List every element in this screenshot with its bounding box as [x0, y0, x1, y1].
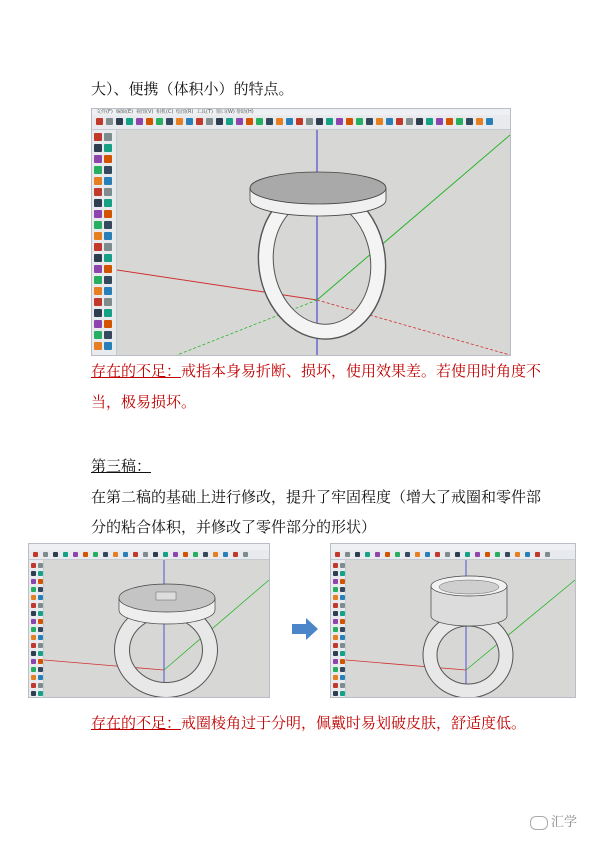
palette-tool-icon[interactable]	[31, 651, 36, 656]
palette-tool-icon[interactable]	[94, 298, 102, 306]
deficiency-text-1: 戒指本身易折断、损坏，使用效果差。若使用时角度不	[181, 362, 542, 380]
toolbar-tool-icon[interactable]	[345, 552, 350, 557]
toolbar-tool-icon[interactable]	[246, 118, 253, 125]
palette-tool-icon[interactable]	[333, 627, 338, 632]
deficiency-line-1	[91, 361, 541, 381]
toolbar-tool-icon[interactable]	[525, 552, 530, 557]
palette-tool-icon[interactable]	[104, 243, 112, 251]
toolbar-tool-icon[interactable]	[356, 118, 363, 125]
sketchup-window-2	[28, 543, 270, 698]
toolbar-tool-icon[interactable]	[426, 118, 433, 125]
palette-tool-icon[interactable]	[31, 691, 36, 696]
palette-tool-icon[interactable]	[94, 155, 102, 163]
toolbar-tool-icon[interactable]	[276, 118, 283, 125]
palette-tool-icon[interactable]	[31, 619, 36, 624]
toolbar-tool-icon[interactable]	[486, 118, 493, 125]
toolbar-tool-icon[interactable]	[126, 118, 133, 125]
toolbar-tool-icon[interactable]	[376, 118, 383, 125]
toolbar-tool-icon[interactable]	[146, 118, 153, 125]
palette-tool-icon[interactable]	[31, 571, 36, 576]
palette-tool-icon[interactable]	[104, 254, 112, 262]
palette-tool-icon[interactable]	[94, 166, 102, 174]
menu-item-view[interactable]: 视图(V)	[136, 109, 154, 115]
palette-tool-icon[interactable]	[333, 595, 338, 600]
toolbar-tool-icon[interactable]	[266, 118, 273, 125]
palette-tool-icon[interactable]	[38, 611, 43, 616]
palette-tool-icon[interactable]	[31, 643, 36, 648]
palette-tool-icon[interactable]	[94, 243, 102, 251]
deficiency-line-2: 当，极易损坏。	[91, 393, 197, 411]
palette-tool-icon[interactable]	[333, 563, 338, 568]
palette-tool-icon[interactable]	[340, 627, 345, 632]
toolbar-tool-icon[interactable]	[485, 552, 490, 557]
top-text-line: 大）、便携（体积小）的特点。	[91, 80, 294, 98]
toolbar-tool-icon[interactable]	[405, 552, 410, 557]
toolbar-tool-icon[interactable]	[476, 118, 483, 125]
palette-tool-icon[interactable]	[94, 144, 102, 152]
toolbar-tool-icon[interactable]	[515, 552, 520, 557]
palette-tool-icon[interactable]	[94, 232, 102, 240]
toolbar-tool-icon[interactable]	[106, 118, 113, 125]
toolbar-tool-icon[interactable]	[365, 552, 370, 557]
palette-tool-icon[interactable]	[94, 342, 102, 350]
toolbar-tool-icon[interactable]	[456, 118, 463, 125]
toolbar-tool-icon[interactable]	[193, 552, 198, 557]
palette-tool-icon[interactable]	[31, 627, 36, 632]
toolbar-tool-icon[interactable]	[436, 118, 443, 125]
palette-tool-icon[interactable]	[94, 133, 102, 141]
palette-tool-icon[interactable]	[38, 659, 43, 664]
toolbar-tool-icon[interactable]	[186, 118, 193, 125]
toolbar-tool-icon[interactable]	[153, 552, 158, 557]
palette-tool-icon[interactable]	[104, 177, 112, 185]
palette-tool-icon[interactable]	[104, 320, 112, 328]
palette-tool-icon[interactable]	[38, 675, 43, 680]
palette-tool-icon[interactable]	[38, 643, 43, 648]
menu-item-window[interactable]: 窗口(W)	[216, 109, 235, 115]
palette-tool-icon[interactable]	[94, 331, 102, 339]
menu-item-file[interactable]: 文件(F)	[96, 109, 113, 115]
toolbar-tool-icon[interactable]	[183, 552, 188, 557]
palette-tool-icon[interactable]	[333, 683, 338, 688]
toolbar-tool-icon[interactable]	[455, 552, 460, 557]
toolbar-tool-icon[interactable]	[43, 552, 48, 557]
toolbar-tool-icon[interactable]	[163, 552, 168, 557]
toolbar-tool-icon[interactable]	[396, 118, 403, 125]
menu-item-draw[interactable]: 绘图(R)	[176, 109, 194, 115]
palette-tool-icon[interactable]	[38, 619, 43, 624]
toolbar-tool-icon[interactable]	[63, 552, 68, 557]
toolbar-tool-icon[interactable]	[73, 552, 78, 557]
toolbar-tool-icon[interactable]	[386, 118, 393, 125]
toolbar-tool-icon[interactable]	[466, 118, 473, 125]
ring-model-3d	[117, 130, 510, 355]
toolbar-tool-icon[interactable]	[316, 118, 323, 125]
menu-item-camera[interactable]: 相机(C)	[156, 109, 174, 115]
toolbar-tool-icon[interactable]	[103, 552, 108, 557]
toolbar-tool-icon[interactable]	[505, 552, 510, 557]
toolbar-tool-icon[interactable]	[435, 552, 440, 557]
toolbar-tool-icon[interactable]	[243, 552, 248, 557]
toolbar-tool-icon[interactable]	[465, 552, 470, 557]
palette-tool-icon[interactable]	[31, 603, 36, 608]
palette-tool-icon[interactable]	[94, 309, 102, 317]
palette-tool-icon[interactable]	[31, 683, 36, 688]
toolbar	[92, 115, 510, 130]
toolbar-tool-icon[interactable]	[286, 118, 293, 125]
toolbar	[331, 550, 575, 560]
toolbar-tool-icon[interactable]	[366, 118, 373, 125]
toolbar-tool-icon[interactable]	[113, 552, 118, 557]
toolbar-tool-icon[interactable]	[33, 552, 38, 557]
palette-tool-icon[interactable]	[104, 287, 112, 295]
palette-tool-icon[interactable]	[104, 166, 112, 174]
palette-tool-icon[interactable]	[333, 571, 338, 576]
palette-tool-icon[interactable]	[94, 265, 102, 273]
toolbar-tool-icon[interactable]	[385, 552, 390, 557]
toolbar-tool-icon[interactable]	[355, 552, 360, 557]
toolbar-tool-icon[interactable]	[216, 118, 223, 125]
palette-tool-icon[interactable]	[38, 635, 43, 640]
palette-tool-icon[interactable]	[333, 651, 338, 656]
palette-tool-icon[interactable]	[340, 595, 345, 600]
wechat-icon	[530, 816, 548, 830]
palette-tool-icon[interactable]	[38, 563, 43, 568]
toolbar-tool-icon[interactable]	[223, 552, 228, 557]
palette-tool-icon[interactable]	[333, 603, 338, 608]
palette-tool-icon[interactable]	[333, 635, 338, 640]
sketchup-window-3	[330, 543, 576, 698]
palette-tool-icon[interactable]	[38, 587, 43, 592]
palette-tool-icon[interactable]	[94, 177, 102, 185]
toolbar-tool-icon[interactable]	[166, 118, 173, 125]
palette-tool-icon[interactable]	[38, 691, 43, 696]
palette-tool-icon[interactable]	[333, 675, 338, 680]
toolbar-tool-icon[interactable]	[395, 552, 400, 557]
description-line-1: 在第二稿的基础上进行修改，提升了牢固程度（增大了戒圈和零件部	[91, 488, 542, 506]
toolbar-tool-icon[interactable]	[176, 118, 183, 125]
toolbar-tool-icon[interactable]	[475, 552, 480, 557]
palette-tool-icon[interactable]	[333, 659, 338, 664]
palette-tool-icon[interactable]	[340, 635, 345, 640]
palette-tool-icon[interactable]	[333, 611, 338, 616]
toolbar-tool-icon[interactable]	[445, 552, 450, 557]
palette-tool-icon[interactable]	[31, 579, 36, 584]
toolbar-tool-icon[interactable]	[545, 552, 550, 557]
axis-green	[317, 135, 510, 300]
toolbar	[29, 550, 269, 560]
sketchup-window-1	[91, 108, 511, 356]
palette-tool-icon[interactable]	[38, 595, 43, 600]
viewport[interactable]	[346, 560, 575, 697]
palette-tool-icon[interactable]	[38, 571, 43, 576]
ring-model-3d-v4	[346, 560, 575, 697]
toolbar-tool-icon[interactable]	[425, 552, 430, 557]
menu-item-edit[interactable]: 编辑(E)	[116, 109, 134, 115]
toolbar-tool-icon[interactable]	[535, 552, 540, 557]
toolbar-tool-icon[interactable]	[375, 552, 380, 557]
viewport[interactable]	[117, 130, 510, 355]
toolbar-tool-icon[interactable]	[406, 118, 413, 125]
palette-tool-icon[interactable]	[340, 579, 345, 584]
palette-tool-icon[interactable]	[31, 587, 36, 592]
palette-tool-icon[interactable]	[340, 659, 345, 664]
tool-palette	[92, 130, 117, 355]
palette-tool-icon[interactable]	[340, 683, 345, 688]
palette-tool-icon[interactable]	[333, 619, 338, 624]
toolbar-tool-icon[interactable]	[203, 552, 208, 557]
toolbar-tool-icon[interactable]	[143, 552, 148, 557]
palette-tool-icon[interactable]	[333, 667, 338, 672]
axis-red	[117, 270, 317, 300]
toolbar-tool-icon[interactable]	[83, 552, 88, 557]
palette-tool-icon[interactable]	[104, 221, 112, 229]
palette-tool-icon[interactable]	[340, 691, 345, 696]
palette-tool-icon[interactable]	[94, 199, 102, 207]
palette-tool-icon[interactable]	[94, 320, 102, 328]
toolbar-tool-icon[interactable]	[346, 118, 353, 125]
palette-tool-icon[interactable]	[104, 155, 112, 163]
palette-tool-icon[interactable]	[104, 199, 112, 207]
toolbar-tool-icon[interactable]	[236, 118, 243, 125]
palette-tool-icon[interactable]	[38, 651, 43, 656]
palette-tool-icon[interactable]	[94, 287, 102, 295]
palette-tool-icon[interactable]	[340, 643, 345, 648]
toolbar-tool-icon[interactable]	[256, 118, 263, 125]
palette-tool-icon[interactable]	[94, 276, 102, 284]
palette-tool-icon[interactable]	[38, 579, 43, 584]
palette-tool-icon[interactable]	[104, 298, 112, 306]
palette-tool-icon[interactable]	[38, 627, 43, 632]
deficiency-line-3	[91, 713, 526, 733]
palette-tool-icon[interactable]	[104, 232, 112, 240]
toolbar-tool-icon[interactable]	[335, 552, 340, 557]
deficiency-text-2: 戒圈棱角过于分明，佩戴时易划破皮肤，舒适度低。	[181, 714, 527, 732]
menu-item-tools[interactable]: 工具(T)	[196, 109, 213, 115]
toolbar-tool-icon[interactable]	[96, 118, 103, 125]
palette-tool-icon[interactable]	[340, 603, 345, 608]
toolbar-tool-icon[interactable]	[173, 552, 178, 557]
palette-tool-icon[interactable]	[104, 309, 112, 317]
toolbar-tool-icon[interactable]	[326, 118, 333, 125]
palette-tool-icon[interactable]	[104, 188, 112, 196]
viewport[interactable]	[44, 560, 269, 697]
toolbar-tool-icon[interactable]	[206, 118, 213, 125]
section-title: 第三稿：	[91, 457, 152, 475]
palette-tool-icon[interactable]	[104, 265, 112, 273]
toolbar-tool-icon[interactable]	[226, 118, 233, 125]
toolbar-tool-icon[interactable]	[233, 552, 238, 557]
toolbar-tool-icon[interactable]	[446, 118, 453, 125]
palette-tool-icon[interactable]	[333, 643, 338, 648]
palette-tool-icon[interactable]	[340, 611, 345, 616]
tool-palette	[331, 560, 346, 697]
toolbar-tool-icon[interactable]	[53, 552, 58, 557]
toolbar-tool-icon[interactable]	[296, 118, 303, 125]
palette-tool-icon[interactable]	[31, 667, 36, 672]
palette-tool-icon[interactable]	[31, 563, 36, 568]
toolbar-tool-icon[interactable]	[213, 552, 218, 557]
palette-tool-icon[interactable]	[31, 635, 36, 640]
palette-tool-icon[interactable]	[31, 675, 36, 680]
tool-palette	[29, 560, 44, 697]
toolbar-tool-icon[interactable]	[123, 552, 128, 557]
toolbar-tool-icon[interactable]	[336, 118, 343, 125]
ring-model-3d-v3	[44, 560, 269, 697]
palette-tool-icon[interactable]	[94, 188, 102, 196]
palette-tool-icon[interactable]	[340, 651, 345, 656]
palette-tool-icon[interactable]	[104, 210, 112, 218]
palette-tool-icon[interactable]	[104, 331, 112, 339]
palette-tool-icon[interactable]	[38, 667, 43, 672]
palette-tool-icon[interactable]	[38, 683, 43, 688]
deficiency-label-2: 存在的不足：	[91, 714, 182, 732]
right-arrow-icon	[292, 618, 318, 640]
toolbar-tool-icon[interactable]	[136, 118, 143, 125]
palette-tool-icon[interactable]	[94, 254, 102, 262]
palette-tool-icon[interactable]	[333, 579, 338, 584]
palette-tool-icon[interactable]	[94, 221, 102, 229]
toolbar-tool-icon[interactable]	[306, 118, 313, 125]
menu-item-help[interactable]: 帮助(H)	[236, 109, 254, 115]
palette-tool-icon[interactable]	[340, 667, 345, 672]
toolbar-tool-icon[interactable]	[416, 118, 423, 125]
palette-tool-icon[interactable]	[94, 210, 102, 218]
watermark-text: 汇学	[551, 815, 578, 830]
toolbar-tool-icon[interactable]	[415, 552, 420, 557]
palette-tool-icon[interactable]	[333, 691, 338, 696]
palette-tool-icon[interactable]	[340, 675, 345, 680]
toolbar-tool-icon[interactable]	[196, 118, 203, 125]
palette-tool-icon[interactable]	[38, 603, 43, 608]
palette-tool-icon[interactable]	[104, 276, 112, 284]
palette-tool-icon[interactable]	[333, 587, 338, 592]
palette-tool-icon[interactable]	[31, 595, 36, 600]
description-line-2: 分的粘合体积，并修改了零件部分的形状）	[91, 518, 377, 536]
deficiency-label-1: 存在的不足：	[91, 362, 182, 380]
palette-tool-icon[interactable]	[104, 144, 112, 152]
palette-tool-icon[interactable]	[104, 342, 112, 350]
palette-tool-icon[interactable]	[31, 611, 36, 616]
toolbar-tool-icon[interactable]	[93, 552, 98, 557]
palette-tool-icon[interactable]	[340, 563, 345, 568]
palette-tool-icon[interactable]	[340, 587, 345, 592]
palette-tool-icon[interactable]	[104, 133, 112, 141]
palette-tool-icon[interactable]	[340, 619, 345, 624]
palette-tool-icon[interactable]	[31, 659, 36, 664]
toolbar-tool-icon[interactable]	[495, 552, 500, 557]
toolbar-tool-icon[interactable]	[133, 552, 138, 557]
palette-tool-icon[interactable]	[340, 571, 345, 576]
toolbar-tool-icon[interactable]	[156, 118, 163, 125]
toolbar-tool-icon[interactable]	[116, 118, 123, 125]
watermark	[530, 811, 577, 830]
